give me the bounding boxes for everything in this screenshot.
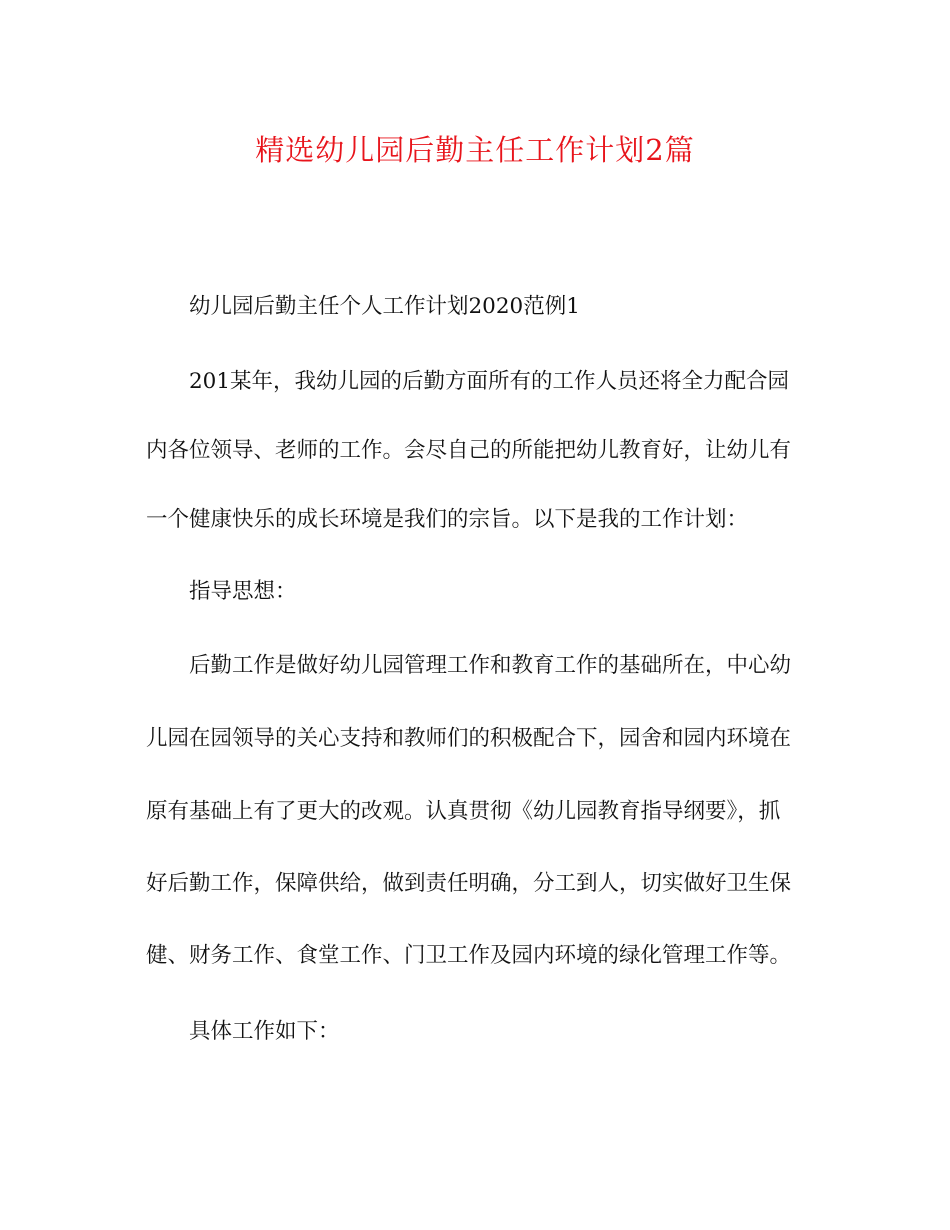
paragraph-line: 后勤工作是做好幼儿园管理工作和教育工作的基础所在，中心幼 (189, 653, 792, 678)
subheading-plan-example: 幼儿园后勤主任个人工作计划2020范例1 (189, 294, 580, 319)
subheading-specific-work: 具体工作如下： (189, 1019, 340, 1044)
paragraph-line: 内各位领导、老师的工作。会尽自己的所能把幼儿教育好，让幼儿有 (146, 438, 792, 463)
paragraph-line: 好后勤工作，保障供给，做到责任明确，分工到人，切实做好卫生保 (146, 871, 792, 896)
paragraph-line: 健、财务工作、食堂工作、门卫工作及园内环境的绿化管理工作等。 (146, 943, 792, 968)
document-title: 精选幼儿园后勤主任工作计划2篇 (255, 133, 695, 167)
paragraph-line: 一个健康快乐的成长环境是我们的宗旨。以下是我的工作计划： (146, 507, 749, 532)
paragraph-line: 儿园在园领导的关心支持和教师们的积极配合下，园舍和园内环境在 (146, 726, 792, 751)
paragraph-line: 201某年，我幼儿园的后勤方面所有的工作人员还将全力配合园 (189, 369, 790, 394)
subheading-guiding-thought: 指导思想： (189, 579, 297, 604)
paragraph-line: 原有基础上有了更大的改观。认真贯彻《幼儿园教育指导纲要》，抓 (146, 799, 781, 824)
